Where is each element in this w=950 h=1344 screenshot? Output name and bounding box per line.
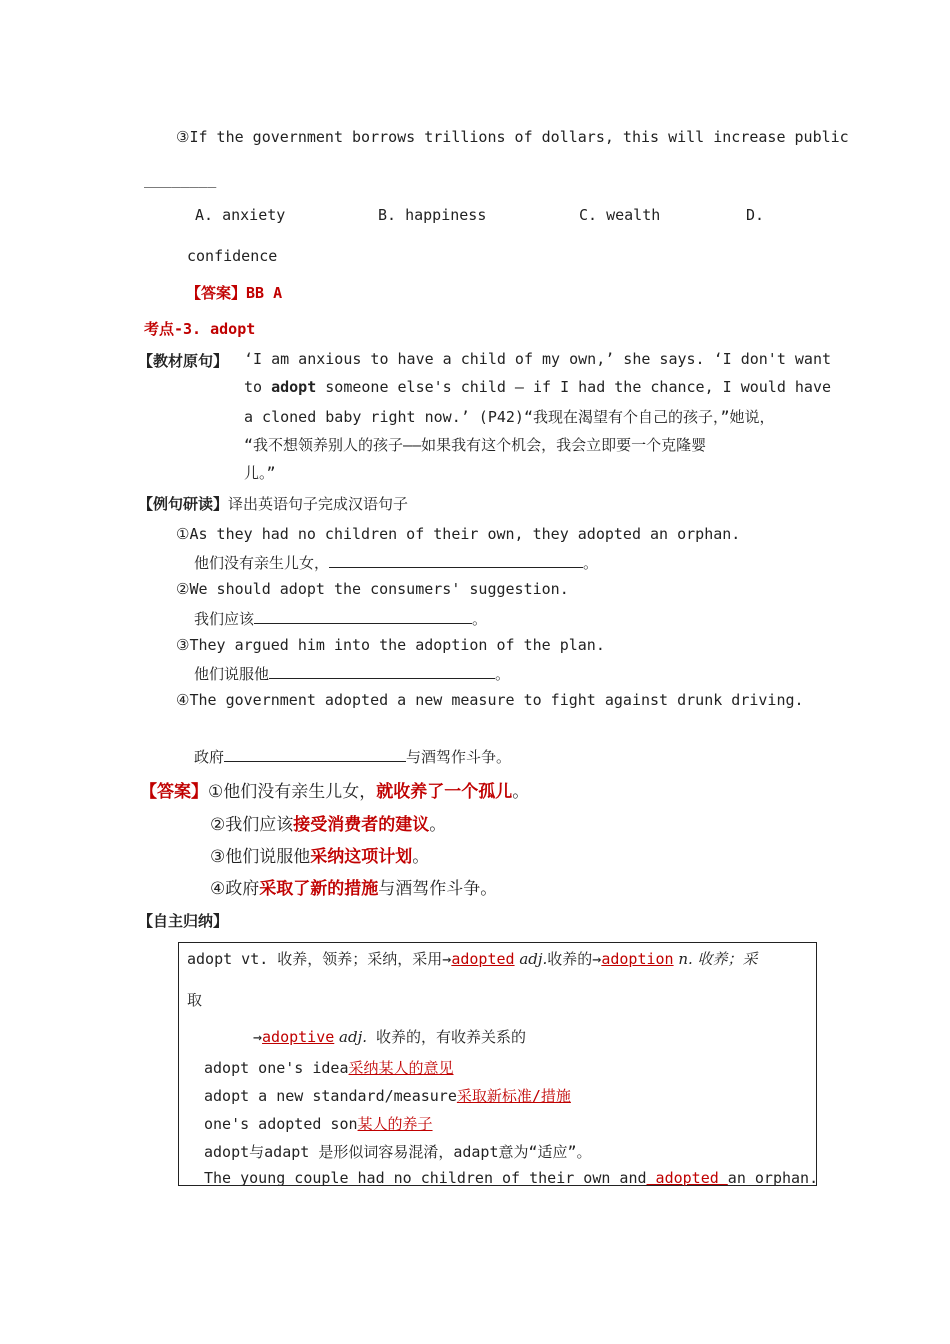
summary-row-4: [204, 1057, 454, 1078]
keyword-adopt: adopt: [271, 378, 317, 396]
summary-row-8-answer: adopted: [646, 1169, 728, 1187]
example-2-chinese: [194, 608, 487, 629]
answer-2-item-4-end: 与酒驾作斗争。: [378, 879, 498, 899]
summary-row-2: 取: [187, 991, 203, 1009]
answer-value: BB A: [246, 284, 283, 302]
point-title: 考点-3. adopt: [144, 320, 256, 338]
pos-noun: n. 收养；采: [673, 950, 758, 968]
phrase-adopt-idea-meaning: 采纳某人的意见: [348, 1059, 454, 1077]
phrase-adopted-son: one's adopted son: [204, 1115, 358, 1133]
example-3-english: ③They argued him into the adoption of the plan.: [176, 636, 605, 654]
textbook-line-3: a cloned baby right now.’ (P42)“我现在渴望有个自己的孩子，”她说，: [244, 408, 775, 426]
summary-row-7: adopt与adapt 是形似词容易混淆，adapt意为“适应”。: [204, 1143, 592, 1161]
example-4-english: ④The government adopted a new measure to fight against drunk driving.: [176, 691, 804, 709]
summary-box: [178, 942, 817, 1186]
example-2-english: ②We should adopt the consumers' suggestion.: [176, 580, 569, 598]
question-3-text: ③If the government borrows trillions of dollars, this will increase public: [176, 128, 849, 146]
option-c: C. wealth: [579, 206, 661, 224]
summary-row-1-a: adopt vt. 收养，领养；采纳，采用→: [187, 950, 452, 968]
option-b: B. happiness: [378, 206, 487, 224]
examples-heading: [138, 493, 408, 514]
textbook-line-2: [244, 378, 831, 396]
option-d: D.: [746, 206, 765, 224]
example-3-chinese: [194, 663, 510, 684]
answer-2-item-4-prefix: ④政府: [210, 879, 260, 899]
word-adopted: adopted: [451, 950, 515, 968]
example-1-chinese: [194, 552, 598, 573]
phrase-adopt-idea: adopt one's idea: [204, 1059, 349, 1077]
summary-row-8-a: The young couple had no children of their own and: [204, 1169, 647, 1187]
word-adoptive: adoptive: [262, 1028, 335, 1046]
summary-label: 【自主归纳】: [138, 912, 229, 930]
textbook-line-1: ‘I am anxious to have a child of my own,’ she says. ‘I don't want: [244, 350, 831, 368]
example-2-prompt: 我们应该: [194, 610, 255, 628]
answer-2-item-2-end: 。: [429, 815, 447, 835]
option-d-continued: confidence: [187, 247, 278, 265]
example-4-chinese: [194, 746, 511, 767]
example-2-end: 。: [472, 610, 488, 628]
textbook-label: 【教材原句】: [138, 352, 229, 370]
answer-2-line-2: [210, 810, 446, 835]
answer-2-item-4-highlight: 采取了新的措施: [259, 879, 379, 899]
phrase-adopt-standard-meaning: 采取新标准/措施: [456, 1087, 571, 1105]
textbook-line-2-start: to: [244, 378, 272, 396]
example-4-blank[interactable]: [224, 747, 406, 762]
summary-row-1-d: 收养的→: [547, 950, 602, 968]
phrase-adopt-standard: adopt a new standard/measure: [204, 1087, 457, 1105]
summary-row-5: [204, 1085, 571, 1106]
example-3-end: 。: [495, 665, 511, 683]
answer-2-item-1-prefix: ①他们没有亲生儿女，: [208, 782, 377, 802]
summary-row-3-d: 收养的，有收养关系的: [367, 1028, 527, 1046]
arrow-icon: →: [253, 1028, 263, 1046]
example-2-blank[interactable]: [254, 609, 472, 624]
answer-2-item-1-highlight: 就收养了一个孤儿: [376, 782, 513, 802]
example-4-prompt: 政府: [194, 748, 225, 766]
answer-line: [186, 282, 282, 303]
example-1-end: 。: [583, 554, 599, 572]
example-4-end: 与酒驾作斗争。: [406, 748, 512, 766]
answer-2-line-3: [210, 842, 429, 867]
example-3-prompt: 他们说服他: [194, 665, 270, 683]
answer-2-label: 【答案】: [140, 782, 208, 802]
textbook-line-4: “我不想领养别人的孩子——如果我有这个机会，我会立即要一个克隆婴: [244, 436, 707, 454]
option-a: A. anxiety: [195, 206, 286, 224]
answer-2-item-2-prefix: ②我们应该: [210, 815, 294, 835]
examples-instruction: 译出英语句子完成汉语句子: [228, 495, 409, 513]
answer-2-item-3-prefix: ③他们说服他: [210, 847, 311, 867]
examples-label: 【例句研读】: [138, 495, 229, 513]
example-1-prompt: 他们没有亲生儿女，: [194, 554, 330, 572]
word-adoption: adoption: [601, 950, 674, 968]
example-3-blank[interactable]: [269, 664, 495, 679]
phrase-adopted-son-meaning: 某人的养子: [357, 1115, 433, 1133]
textbook-line-5: 儿。”: [244, 464, 276, 482]
summary-row-8-c: an orphan.: [727, 1169, 819, 1187]
example-1-english: ①As they had no children of their own, they adopted an orphan.: [176, 525, 741, 543]
answer-2-item-2-highlight: 接受消费者的建议: [293, 815, 430, 835]
textbook-line-2-rest: someone else's child — if I had the chance, I would have: [316, 378, 832, 396]
summary-row-1: [187, 948, 758, 969]
summary-row-8: [204, 1169, 818, 1187]
answer-2-item-1-end: 。: [512, 782, 530, 802]
answer-2-line-4: [210, 874, 497, 899]
answer-2-item-3-end: 。: [412, 847, 430, 867]
answer-label: 【答案】: [186, 284, 247, 302]
example-1-blank[interactable]: [329, 553, 583, 568]
summary-row-3: [253, 1026, 526, 1047]
pos-adj: adj.: [514, 950, 548, 968]
summary-row-6: [204, 1113, 433, 1134]
answer-2-item-3-highlight: 采纳这项计划: [310, 847, 413, 867]
question-3-blank: ________: [144, 170, 217, 188]
answer-2-line-1: [140, 777, 529, 802]
pos-adj-2: adj.: [334, 1028, 368, 1046]
